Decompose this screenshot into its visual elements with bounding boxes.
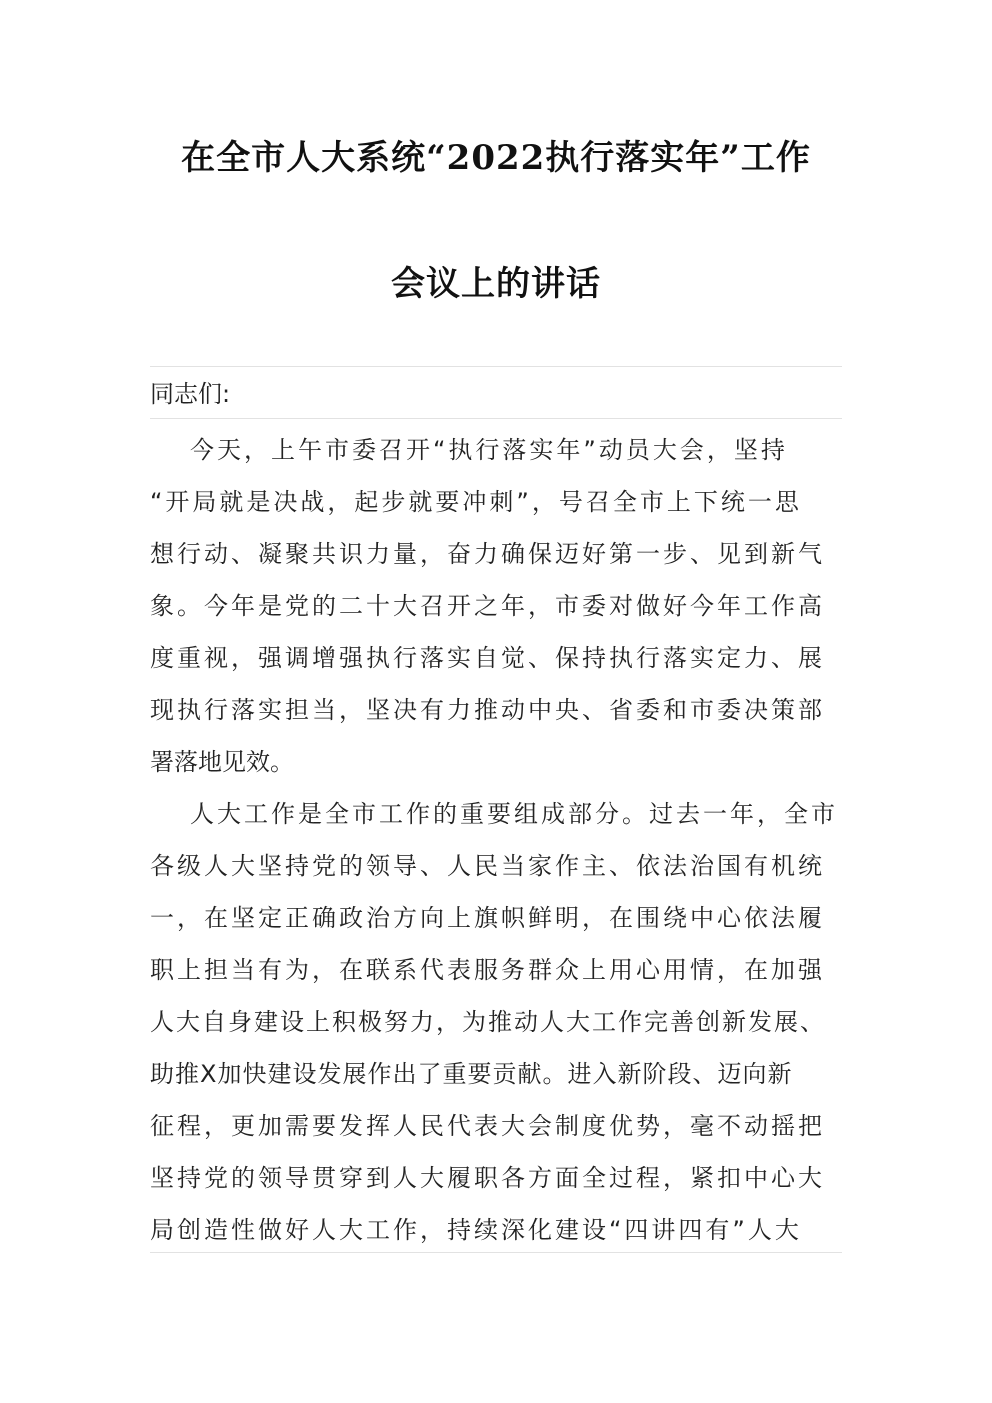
paragraph-1-line-4: 象。今年是党的二十大召开之年，市委对做好今年工作高 bbox=[150, 592, 825, 620]
paragraph-2-line-2: 各级人大坚持党的领导、人民当家作主、依法治国有机统 bbox=[150, 852, 825, 880]
divider-line bbox=[150, 418, 842, 419]
divider-line bbox=[150, 1252, 842, 1253]
paragraph-2-line-7: 征程，更加需要发挥人民代表大会制度优势，毫不动摇把 bbox=[150, 1112, 825, 1140]
paragraph-2-line-5: 人大自身建设上积极努力，为推动人大工作完善创新发展、 bbox=[150, 1008, 826, 1036]
paragraph-1-line-6: 现执行落实担当，坚决有力推动中央、省委和市委决策部 bbox=[150, 696, 825, 724]
paragraph-2-line-8: 坚持党的领导贯穿到人大履职各方面全过程，紧扣中心大 bbox=[150, 1164, 825, 1192]
paragraph-2-line-9: 局创造性做好人大工作，持续深化建设“四讲四有”人大 bbox=[150, 1216, 802, 1244]
paragraph-2-line-3: 一，在坚定正确政治方向上旗帜鲜明，在围绕中心依法履 bbox=[150, 904, 825, 932]
title-line-1: 在全市人大系统“2022执行落实年”工作 bbox=[181, 138, 811, 178]
paragraph-1-line-1: 今天，上午市委召开“执行落实年”动员大会，坚持 bbox=[190, 436, 788, 464]
title-line-2: 会议上的讲话 bbox=[391, 264, 601, 304]
salutation: 同志们: bbox=[150, 380, 231, 408]
divider-line bbox=[150, 366, 842, 367]
paragraph-2-line-1: 人大工作是全市工作的重要组成部分。过去一年，全市 bbox=[190, 800, 838, 828]
paragraph-1-line-7: 署落地见效。 bbox=[150, 748, 294, 776]
paragraph-2-line-4: 职上担当有为，在联系代表服务群众上用心用情，在加强 bbox=[150, 956, 825, 984]
paragraph-2-line-6: 助推X加快建设发展作出了重要贡献。进入新阶段、迈向新 bbox=[150, 1060, 793, 1088]
paragraph-1-line-5: 度重视，强调增强执行落实自觉、保持执行落实定力、展 bbox=[150, 644, 825, 672]
paragraph-1-line-3: 想行动、凝聚共识力量，奋力确保迈好第一步、见到新气 bbox=[150, 540, 825, 568]
paragraph-1-line-2: “开局就是决战，起步就要冲刺”，号召全市上下统一思 bbox=[150, 488, 802, 516]
